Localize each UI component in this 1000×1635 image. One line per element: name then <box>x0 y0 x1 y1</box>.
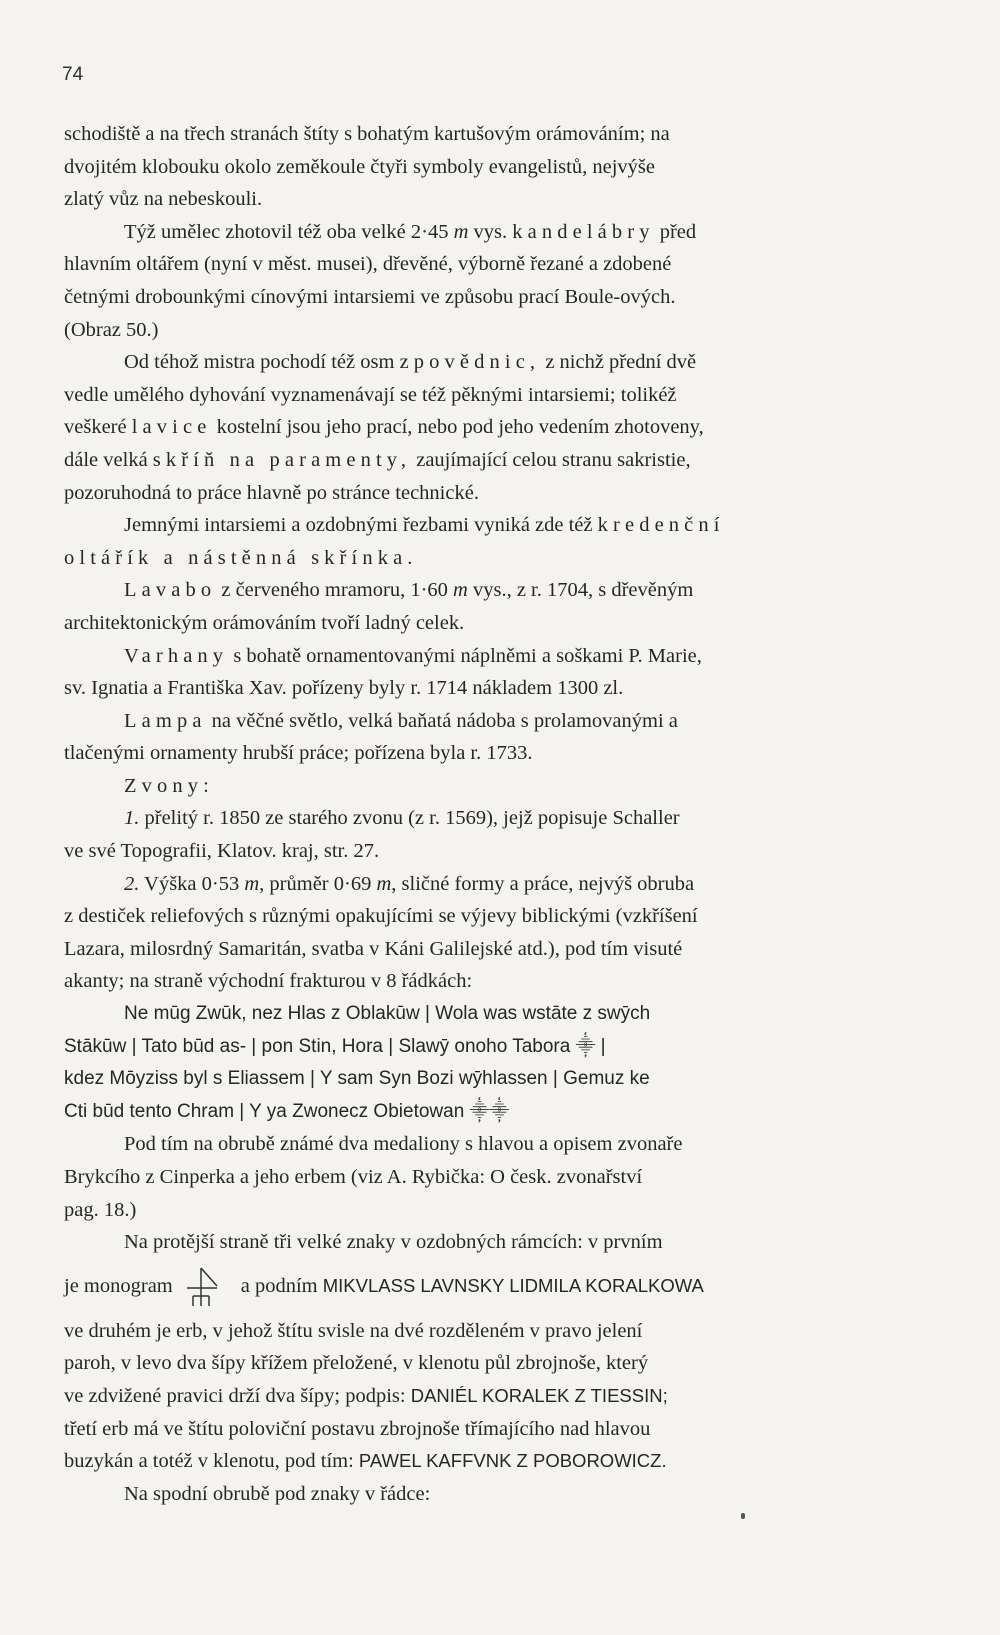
spaced-term: zpovědnic, <box>399 351 541 374</box>
paragraph-start: Na protější straně tři velké znaky v ozdobných rámcích: v prvním <box>124 1231 663 1254</box>
text-line: schodiště a na třech stranách štíty s bohatým kartušovým orámováním; na <box>64 123 670 145</box>
text-line: hlavním oltářem (nyní v měst. musei), dřevěné, výborně řezané a zdobené <box>64 253 672 276</box>
text-line: vedle umělého dyhování vyznamenávají se též pěknými intarsiemi; tolikéž <box>64 383 677 406</box>
paragraph-start: Od téhož mistra pochodí též osm zpovědnic, z nichž přední dvě <box>124 351 697 374</box>
bell-inscription <box>64 998 930 1128</box>
bell-number: 1. <box>124 807 140 830</box>
paragraph-start: 1. přelitý r. 1850 ze starého zvonu (z r. 1569), jejž popisuje Schaller <box>124 807 680 830</box>
inscription-line: Stākūw | Tato būd as- | pon Stin, Hora | Slawȳ onoho Tabora ⸎ | <box>64 1035 606 1057</box>
text-line: Lazara, milosrdný Samaritán, svatba v Káni Galilejské atd.), pod tím visuté <box>64 937 683 960</box>
spaced-term: lavice <box>131 416 212 439</box>
unit: m <box>376 872 392 895</box>
text-line: akanty; na straně východní frakturou v 8 řádkách: <box>64 970 473 993</box>
inscription-line: Cti būd tento Chram | Y ya Zwonecz Obietowan ⸎⸎ <box>64 1100 510 1122</box>
paragraph-start: 2. Výška 0·53 m, průměr 0·69 m, sličné formy a práce, nejvýš obruba <box>124 872 695 895</box>
text-line: tlačenými ornamenty hrubší práce; pořízena byla r. 1733. <box>64 742 533 765</box>
text-line: buzykán a totéž v klenotu, pod tím: PAWEL KAFFVNK Z POBOROWICZ. <box>64 1450 667 1473</box>
text-line: pozoruhodná to práce hlavně po stránce technické. <box>64 481 479 504</box>
text-line: ve své Topografii, Klatov. kraj, str. 27. <box>64 840 380 863</box>
text-line: pag. 18.) <box>64 1198 137 1221</box>
spaced-term: Lavabo <box>124 579 217 602</box>
unit: m <box>453 220 469 243</box>
text-line: dále velká skříň na paramenty, zaujímající celou stranu sakristie, <box>64 448 691 471</box>
text-line: z destiček reliefových s různými opakujícími se výjevy biblickými (vzkříšení <box>64 905 698 928</box>
paragraph-start: Lampa na věčné světlo, velká baňatá nádoba s prolamovanými a <box>124 709 678 732</box>
monogram-icon <box>177 1264 237 1310</box>
text-line: architektonickým orámováním tvoří ladný celek. <box>64 611 465 634</box>
page-number: 74 <box>62 64 84 85</box>
section-heading: Zvony: <box>124 774 214 797</box>
bell-number: 2. <box>124 872 140 895</box>
unit: m <box>244 872 260 895</box>
paragraph-start: Varhany s bohatě ornamentovanými náplněmi a soškami P. Marie, <box>124 644 702 667</box>
text-line: paroh, v levo dva šípy křížem přeložené, v klenotu půl zbrojnoše, který <box>64 1352 649 1375</box>
text-line: je monogram a podním MIKVLASS LAVNSKY LIDMILA KORALKOWA <box>64 1259 930 1315</box>
spaced-term: oltářík a nástěnná skřínka. <box>64 546 418 569</box>
paragraph-start: Jemnými intarsiemi a ozdobnými řezbami vyniká zde též kredenční <box>124 514 725 537</box>
text-line: četnými drobounkými cínovými intarsiemi ve způsobu prací Boule-ových. <box>64 285 676 308</box>
spaced-term: kandelábry <box>512 220 655 243</box>
spaced-term: Varhany <box>124 644 229 667</box>
text-line: sv. Ignatia a Františka Xav. pořízeny byly r. 1714 nákladem 1300 zl. <box>64 677 624 700</box>
text-line: zlatý vůz na nebeskouli. <box>64 188 263 211</box>
ink-speck <box>741 1513 745 1519</box>
text-line: ve zdvižené pravici drží dva šípy; podpis: DANIÉL KORALEK Z TIESSIN; <box>64 1384 668 1407</box>
paragraph-start: Týž umělec zhotovil též oba velké 2·45 m vys. kandelábry před <box>124 220 697 243</box>
text-line: (Obraz 50.) <box>64 318 159 341</box>
paragraph-start: Lavabo z červeného mramoru, 1·60 m vys., z r. 1704, s dřevěným <box>124 579 694 602</box>
inscription-line: kdez Mōyziss byl s Eliassem | Y sam Syn Bozi wȳhlassen | Gemuz ke <box>64 1068 650 1090</box>
text-line: veškeré lavice kostelní jsou jeho prací, nebo pod jeho vedením zhotoveny, <box>64 416 704 439</box>
text-line: třetí erb má ve štítu poloviční postavu zbrojnoše třímajícího nad hlavou <box>64 1417 651 1440</box>
paragraph-start: Pod tím na obrubě známé dva medaliony s hlavou a opisem zvonaře <box>124 1133 683 1156</box>
text-line: ve druhém je erb, v jehož štítu svisle na dvé rozděleném v pravo jelení <box>64 1319 643 1342</box>
text-line: dvojitém klobouku okolo zeměkoule čtyři symboly evangelistů, nejvýše <box>64 155 655 178</box>
text-line <box>64 542 930 575</box>
spaced-term: Lampa <box>124 709 207 732</box>
spaced-term: kredenční <box>597 514 725 537</box>
inscription-line: Ne mūg Zwūk, nez Hlas z Oblakūw | Wola was wstāte z swȳch <box>124 1003 651 1025</box>
text-line: Brykcího z Cinperka a jeho erbem (viz A. Rybička: O česk. zvonařství <box>64 1166 643 1188</box>
spaced-term: skříň na paramenty, <box>152 448 412 471</box>
body-text <box>64 118 930 1510</box>
unit: m <box>453 579 468 602</box>
paragraph-start: Na spodní obrubě pod znaky v řádce: <box>124 1482 431 1505</box>
